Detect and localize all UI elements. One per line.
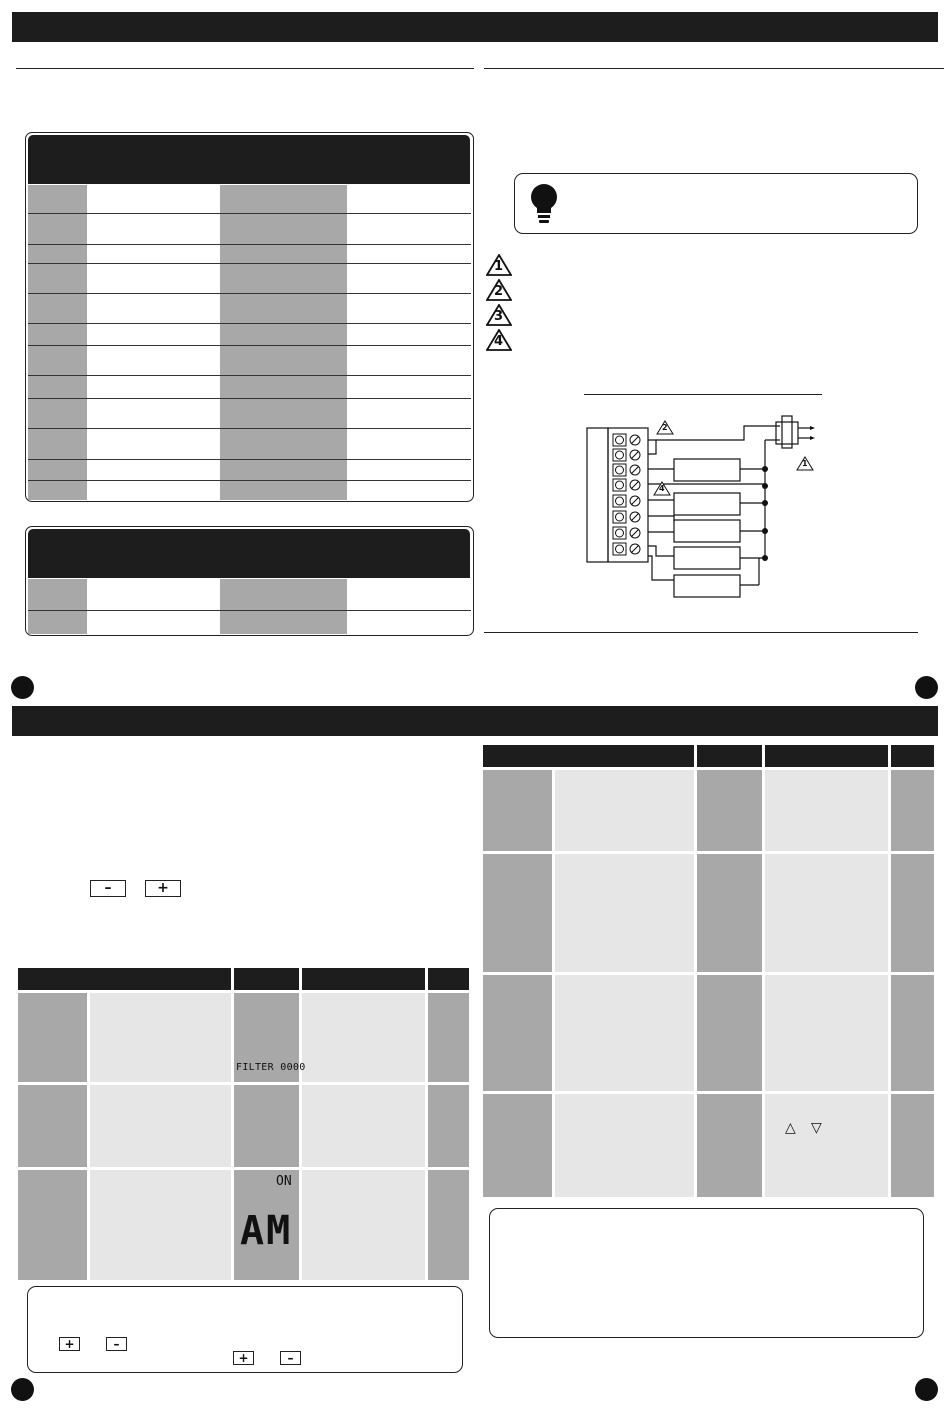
table-1-row-line [28, 480, 471, 481]
terminal-table-1 [25, 132, 474, 502]
separator [483, 972, 934, 975]
plus-key: + [145, 880, 181, 897]
warning-number: 3 [494, 309, 504, 324]
note-box-left [27, 1286, 463, 1373]
tip-box [514, 173, 918, 234]
col-options [302, 993, 425, 1280]
down-arrow-icon: ▽ [811, 1120, 822, 1136]
terminal-table-2-header [28, 529, 470, 578]
am-lcd-readout: AM [240, 1208, 293, 1254]
table-1-row-line [28, 323, 471, 324]
warning-triangle-icon [486, 304, 512, 326]
separator [694, 745, 697, 767]
terminal-screw-icon [612, 542, 644, 561]
col-display [697, 770, 762, 1197]
warning-number: 2 [494, 284, 504, 299]
page-marker-dot [915, 1378, 938, 1401]
up-arrow-icon: △ [785, 1120, 796, 1136]
col-options [765, 770, 888, 1197]
warning-list [486, 254, 516, 354]
separator [483, 851, 934, 854]
table-1-row-line [28, 428, 471, 429]
diagram-marker-label: 4 [659, 484, 665, 493]
warning-triangle-icon [486, 279, 512, 301]
table-1-row-line [28, 398, 471, 399]
separator [299, 968, 302, 990]
warning-number: 1 [494, 259, 504, 274]
col-default [891, 770, 934, 1197]
lightbulb-icon [527, 183, 561, 225]
separator [231, 968, 234, 990]
page-marker-dot [11, 676, 34, 699]
separator [762, 745, 765, 767]
page-marker-dot [11, 1378, 34, 1401]
warning-number: 4 [494, 334, 504, 349]
col-setting [18, 993, 87, 1280]
plus-key: + [59, 1337, 80, 1351]
plus-key: + [233, 1351, 254, 1365]
warning-triangle-icon [653, 481, 671, 496]
table-1-row-line [28, 293, 471, 294]
separator [888, 745, 891, 767]
separator [18, 1082, 469, 1085]
separator [18, 1167, 469, 1170]
table-2-col-a [28, 579, 87, 634]
warning-triangle-icon [796, 456, 814, 471]
right-section-rule [484, 68, 944, 69]
bottom-header-bar [12, 706, 938, 736]
diagram-marker-label: 1 [802, 459, 808, 468]
settings-table-left-header [18, 968, 469, 990]
table-2-col-c [220, 579, 347, 634]
col-setting [483, 770, 552, 1197]
top-header-bar [12, 12, 938, 42]
separator [425, 968, 428, 990]
diagram-bottom-rule [484, 632, 918, 633]
table-1-row-line [28, 345, 471, 346]
warning-triangle-icon [486, 254, 512, 276]
col-description [90, 993, 231, 1280]
terminal-table-2 [25, 526, 474, 636]
diagram-marker-label: 2 [662, 423, 668, 432]
table-1-row-line [28, 375, 471, 376]
left-section-rule [16, 68, 474, 69]
table-2-row-line [28, 610, 471, 611]
table-1-row-line [28, 263, 471, 264]
filter-lcd-readout: FILTER 0000 [236, 1062, 306, 1073]
warning-triangle-icon [656, 420, 674, 435]
diagram-title-rule [584, 394, 822, 395]
wiring-diagram [584, 410, 834, 605]
minus-key: – [90, 880, 126, 897]
col-description [555, 770, 694, 1197]
settings-table-right [483, 745, 934, 1197]
separator [483, 1091, 934, 1094]
table-1-row-line [28, 244, 471, 245]
table-1-col-b [87, 185, 220, 500]
table-1-row-line [28, 459, 471, 460]
settings-table-left [18, 968, 469, 1280]
on-lcd-readout: ON [276, 1174, 292, 1189]
table-1-row-line [28, 213, 471, 214]
page-marker-dot [915, 676, 938, 699]
minus-key: – [280, 1351, 301, 1365]
warning-triangle-icon [486, 329, 512, 351]
terminal-table-1-header [28, 135, 470, 184]
settings-table-right-header [483, 745, 934, 767]
minus-key: – [106, 1337, 127, 1351]
note-box-right [489, 1208, 924, 1338]
table-1-col-c [220, 185, 347, 500]
col-default [428, 993, 469, 1280]
table-1-col-a [28, 185, 87, 500]
